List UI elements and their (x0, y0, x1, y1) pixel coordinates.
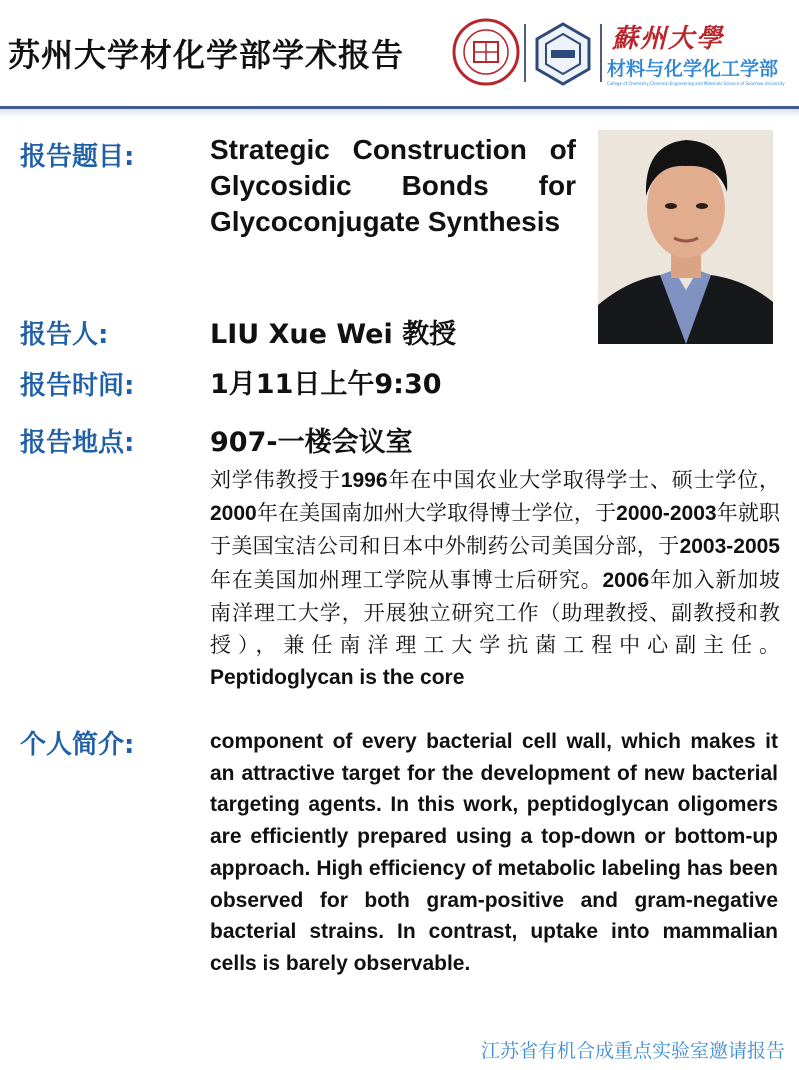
bio-chinese: 刘学伟教授于1996年在中国农业大学取得学士、硕士学位，2000年在美国南加州大学取得博士学位，于2000-2003年就职于美国宝洁公司和日本中外制药公司美国分部，于2003-2005年在美国加州理工学院从事博士后研究。2006年加入新加坡南洋理工大学，开展独立研究工作（助理教授、副教授和教授），兼任南洋理工大学抗菌工程中心副主任。Peptidoglycan is the core (210, 468, 781, 690)
header-shadow (0, 109, 799, 117)
brand-subtitle: College of Chemistry,Chemical Engineering and Materials Science of Soochow University (607, 81, 785, 86)
brand-calligraphy: 蘇州大學 (612, 24, 725, 54)
university-seal-logo (452, 18, 520, 86)
label-speaker: 报告人: (20, 320, 109, 350)
footer-note: 江苏省有机合成重点实验室邀请报告 (480, 1040, 785, 1062)
brand-name: 材料与化学化工学部 (607, 58, 779, 80)
label-topic: 报告题目: (20, 142, 135, 172)
topic-title: Strategic Construction of Glycosidic Bonds for Glycoconjugate Synthesis (210, 134, 576, 237)
talk-time: 1月11日上午9:30 (210, 369, 442, 400)
header (0, 0, 799, 106)
header-divider (600, 24, 602, 82)
label-place: 报告地点: (20, 428, 135, 458)
label-time: 报告时间: (20, 371, 135, 401)
speaker-name: LIU Xue Wei 教授 (210, 319, 457, 350)
label-bio: 个人简介: (20, 730, 135, 760)
college-emblem-logo (531, 22, 595, 86)
speaker-photo (598, 130, 773, 344)
header-divider (524, 24, 526, 82)
header-title: 苏州大学材化学部学术报告 (8, 36, 405, 74)
talk-place: 907-一楼会议室 (210, 427, 413, 458)
bio-english: component of every bacterial cell wall, which makes it an attractive target for the development of new bacterial targeting agents. In this work, peptidoglycan oligomers are efficiently prepared using a top-down or bottom-up approach. High efficiency of metabolic labeling has been observed for both gram-positive and gram-negative bacterial strains. In contrast, uptake into mammalian cells is barely observable. (210, 730, 778, 975)
